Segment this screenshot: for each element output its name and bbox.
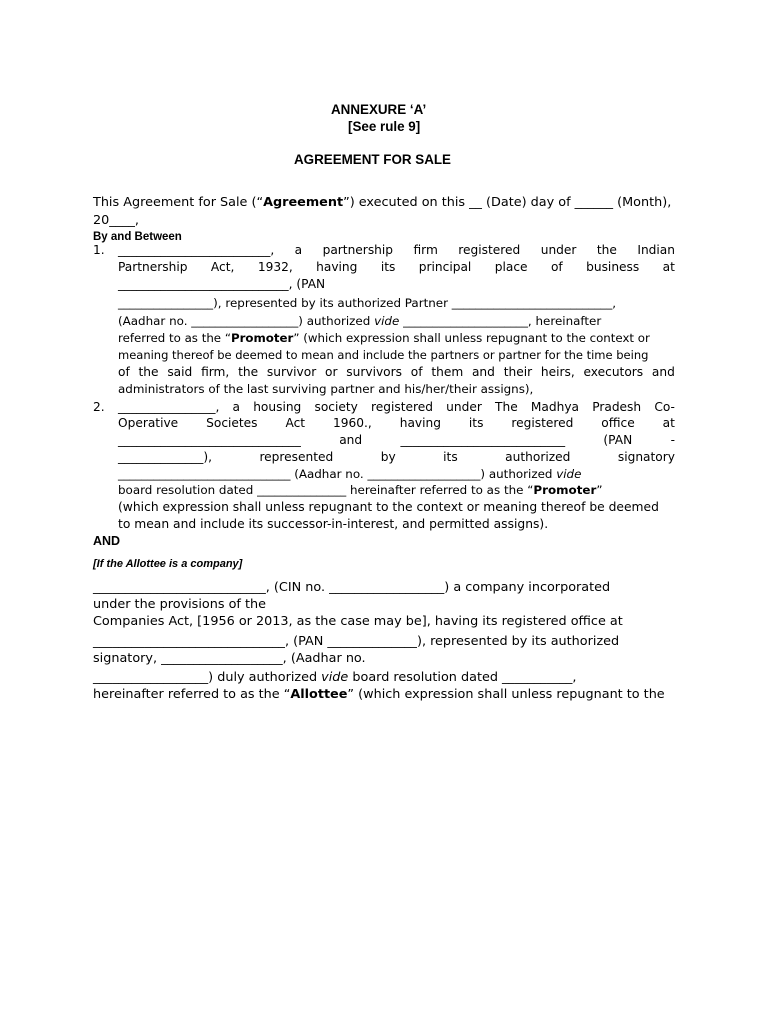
- company-line-3: Companies Act, [1956 or 2013, as the case may be], having its registered office at: [93, 614, 623, 629]
- company-line-6: __________________) duly authorized vide board resolution dated ___________,: [93, 670, 577, 685]
- party1-line-8: of the said firm, the survivor or survivors of them and their heirs, executors and: [118, 365, 675, 379]
- and-label: AND: [93, 534, 121, 548]
- party2-line-7: (which expression shall unless repugnant to the context or meaning thereof be deemed: [118, 500, 659, 514]
- party1-line-1: _________________________, a partnership firm registered under the Indian: [118, 243, 675, 257]
- annexure-heading: ANNEXURE ‘A’: [331, 102, 427, 117]
- allottee-term: Allottee: [290, 687, 348, 702]
- party1-line-7: meaning thereof be deemed to mean and include the partners or partner for the time being: [118, 348, 649, 362]
- party1-line-9: administrators of the last surviving partner and his/her/their assigns),: [118, 382, 534, 396]
- rule-reference: [See rule 9]: [348, 119, 421, 134]
- by-and-between-label: By and Between: [93, 231, 182, 243]
- agreement-title: AGREEMENT FOR SALE: [294, 152, 451, 167]
- party2-line-8: to mean and include its successor-in-interest, and permitted assigns).: [118, 517, 549, 531]
- party2-line-3: ______________________________ and ___________________________ (PAN -: [118, 433, 675, 447]
- party1-line-2: Partnership Act, 1932, having its principal place of business at: [118, 260, 675, 274]
- party2-line-4: ______________), represented by its authorized signatory: [118, 450, 675, 464]
- agreement-term: Agreement: [263, 195, 344, 210]
- party1-line-3: ____________________________, (PAN: [118, 277, 326, 291]
- company-line-7: hereinafter referred to as the “Allottee” (which expression shall unless repugnant to the: [93, 687, 665, 702]
- party2-line-6: board resolution dated _______________ hereinafter referred to as the “Promoter”: [118, 483, 603, 497]
- party1-line-4: ________________), represented by its authorized Partner ___________________________,: [118, 296, 617, 310]
- company-line-5: signatory, ___________________, (Aadhar no.: [93, 651, 366, 666]
- party2-line-2: Operative Societes Act 1960., having its registered office at: [118, 416, 675, 430]
- intro-line-1: This Agreement for Sale (“Agreement”) executed on this __ (Date) day of ______ (Month),: [93, 195, 672, 210]
- company-line-4: ______________________________, (PAN ______________), represented by its authorized: [93, 634, 620, 649]
- promoter-term: Promoter: [230, 331, 294, 345]
- allottee-company-heading: [If the Allottee is a company]: [93, 558, 243, 570]
- party2-number: 2.: [93, 400, 105, 414]
- company-line-2: under the provisions of the: [93, 597, 266, 612]
- party2-line-1: ________________, a housing society registered under The Madhya Pradesh Co-: [118, 400, 675, 414]
- party1-number: 1.: [93, 243, 105, 257]
- intro-line-2: 20____,: [93, 213, 139, 228]
- party1-line-5: (Aadhar no. __________________) authorized vide _____________________, hereinafter: [118, 314, 602, 328]
- company-line-1: ___________________________, (CIN no. __________________) a company incorporated: [93, 580, 611, 595]
- promoter-term: Promoter: [533, 483, 597, 497]
- party2-line-5: _____________________________ (Aadhar no. ___________________) authorized vide: [118, 467, 582, 481]
- party1-line-6: referred to as the “Promoter” (which expression shall unless repugnant to the context or: [118, 331, 650, 345]
